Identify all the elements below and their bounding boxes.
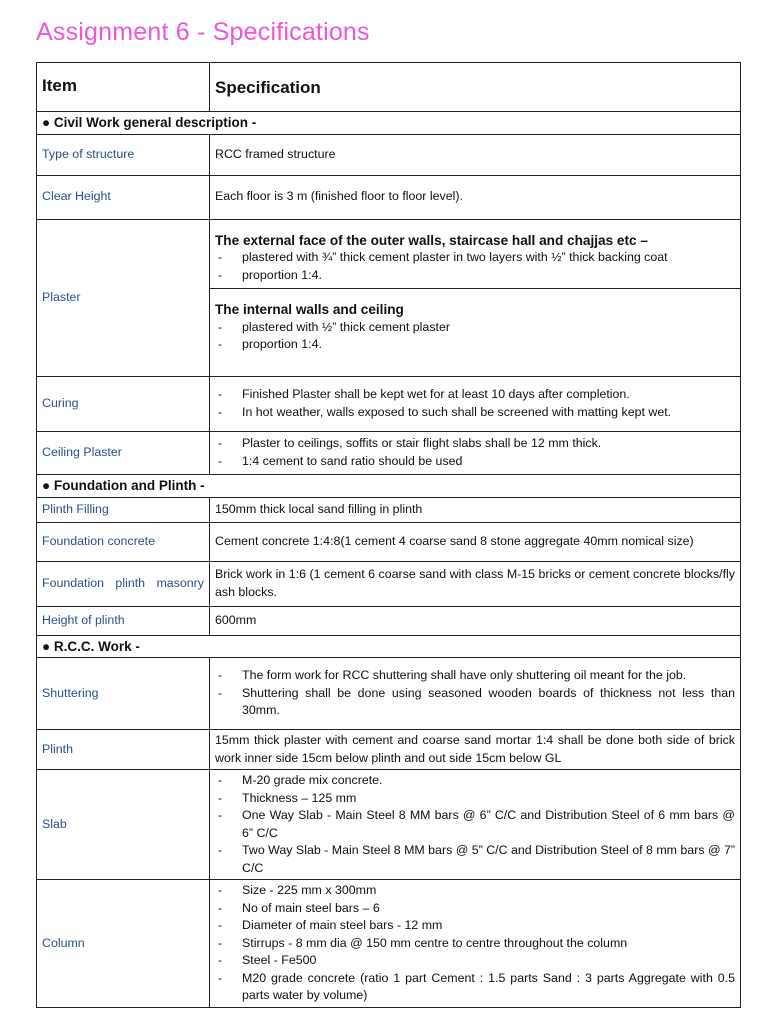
section-civil-work: ● Civil Work general description - [37, 112, 741, 135]
slab-list [215, 772, 735, 877]
list-item: - Steel - Fe500 [215, 952, 735, 970]
plaster-internal-list [215, 319, 735, 354]
section-row [37, 474, 741, 497]
table-row [37, 658, 741, 730]
table-row [37, 497, 741, 522]
section-rcc-work: ● R.C.C. Work - [37, 635, 741, 658]
item-height-of-plinth: Height of plinth [37, 606, 210, 635]
header-specification: Specification [210, 63, 741, 112]
list-item: - plastered with ½” thick cement plaster [215, 319, 735, 337]
spec-column [210, 880, 741, 1008]
section-foundation-plinth: ● Foundation and Plinth - [37, 474, 741, 497]
list-item: - proportion 1:4. [215, 267, 735, 285]
table-row [37, 376, 741, 431]
list-item: - proportion 1:4. [215, 336, 735, 354]
header-item: Item [37, 63, 210, 112]
curing-list [215, 386, 735, 421]
spec-shuttering [210, 658, 741, 730]
table-row [37, 730, 741, 770]
spec-clear-height: Each floor is 3 m (finished floor to floor level). [210, 175, 741, 219]
item-plinth: Plinth [37, 730, 210, 770]
item-slab: Slab [37, 770, 210, 880]
list-item: - The form work for RCC shuttering shall have only shuttering oil meant for the job. [215, 667, 735, 685]
spec-foundation-plinth-masonry: Brick work in 1:6 (1 cement 6 coarse sand with class M-15 bricks or cement concrete blocks/fly ash blocks. [210, 561, 741, 606]
list-item: - Plaster to ceilings, soffits or stair flight slabs shall be 12 mm thick. [215, 435, 735, 453]
table-row [37, 175, 741, 219]
table-row [37, 606, 741, 635]
item-type-of-structure: Type of structure [37, 134, 210, 175]
item-clear-height: Clear Height [37, 175, 210, 219]
list-item: - In hot weather, walls exposed to such shall be screened with matting kept wet. [215, 404, 735, 422]
item-plaster: Plaster [37, 219, 210, 376]
table-row [37, 561, 741, 606]
list-item: - One Way Slab - Main Steel 8 MM bars @ 6” C/C and Distribution Steel of 6 mm bars @ 6” C/C [215, 807, 735, 842]
table-row [37, 431, 741, 474]
item-foundation-concrete: Foundation concrete [37, 522, 210, 561]
table-row [37, 522, 741, 561]
list-item: - Finished Plaster shall be kept wet for at least 10 days after completion. [215, 386, 735, 404]
list-item: - M-20 grade mix concrete. [215, 772, 735, 790]
item-column: Column [37, 880, 210, 1008]
item-shuttering: Shuttering [37, 658, 210, 730]
list-item: - plastered with ¾” thick cement plaster in two layers with ½” thick backing coat [215, 249, 735, 267]
table-row [37, 219, 741, 376]
list-item: - Stirrups - 8 mm dia @ 150 mm centre to centre throughout the column [215, 935, 735, 953]
spec-ceiling-plaster [210, 431, 741, 474]
plaster-internal-heading: The internal walls and ceiling [215, 302, 404, 317]
list-item: - Thickness – 125 mm [215, 790, 735, 808]
list-item: - Diameter of main steel bars - 12 mm [215, 917, 735, 935]
ceiling-plaster-list [215, 435, 735, 470]
list-item: - Size - 225 mm x 300mm [215, 882, 735, 900]
shuttering-list [215, 667, 735, 720]
section-row [37, 112, 741, 135]
page-title: Assignment 6 - Specifications [36, 18, 370, 46]
plaster-external-list [215, 249, 735, 284]
spec-slab [210, 770, 741, 880]
item-ceiling-plaster: Ceiling Plaster [37, 431, 210, 474]
spec-type-of-structure: RCC framed structure [210, 134, 741, 175]
list-item: - Two Way Slab - Main Steel 8 MM bars @ 5” C/C and Distribution Steel of 8 mm bars @ 7” C/C [215, 842, 735, 877]
specification-table [36, 62, 741, 1008]
plaster-external-heading: The external face of the outer walls, staircase hall and chajjas etc – [215, 232, 648, 248]
list-item: - No of main steel bars – 6 [215, 900, 735, 918]
list-item: - Shuttering shall be done using seasoned wooden boards of thickness not less than 30mm. [215, 685, 735, 720]
spec-plaster [210, 219, 741, 376]
spec-plinth: 15mm thick plaster with cement and coarse sand mortar 1:4 shall be done both side of brick work inner side 15cm below plinth and out side 15cm below GL [210, 730, 741, 770]
item-foundation-plinth-masonry: Foundation plinth masonry [37, 561, 210, 606]
list-item: - M20 grade concrete (ratio 1 part Cement : 1.5 parts Sand : 3 parts Aggregate with 0.5 parts water by volume) [215, 970, 735, 1005]
item-plinth-filling: Plinth Filling [37, 497, 210, 522]
spec-curing [210, 376, 741, 431]
item-curing: Curing [37, 376, 210, 431]
column-list [215, 882, 735, 1005]
section-row [37, 635, 741, 658]
spec-plinth-filling: 150mm thick local sand filling in plinth [210, 497, 741, 522]
list-item: - 1:4 cement to sand ratio should be used [215, 453, 735, 471]
table-row [37, 770, 741, 880]
plaster-internal-block [210, 288, 740, 354]
table-row [37, 134, 741, 175]
table-header-row [37, 63, 741, 112]
spec-foundation-concrete: Cement concrete 1:4:8(1 cement 4 coarse sand 8 stone aggregate 40mm nomical size) [210, 522, 741, 561]
spec-height-of-plinth: 600mm [210, 606, 741, 635]
table-row [37, 880, 741, 1008]
